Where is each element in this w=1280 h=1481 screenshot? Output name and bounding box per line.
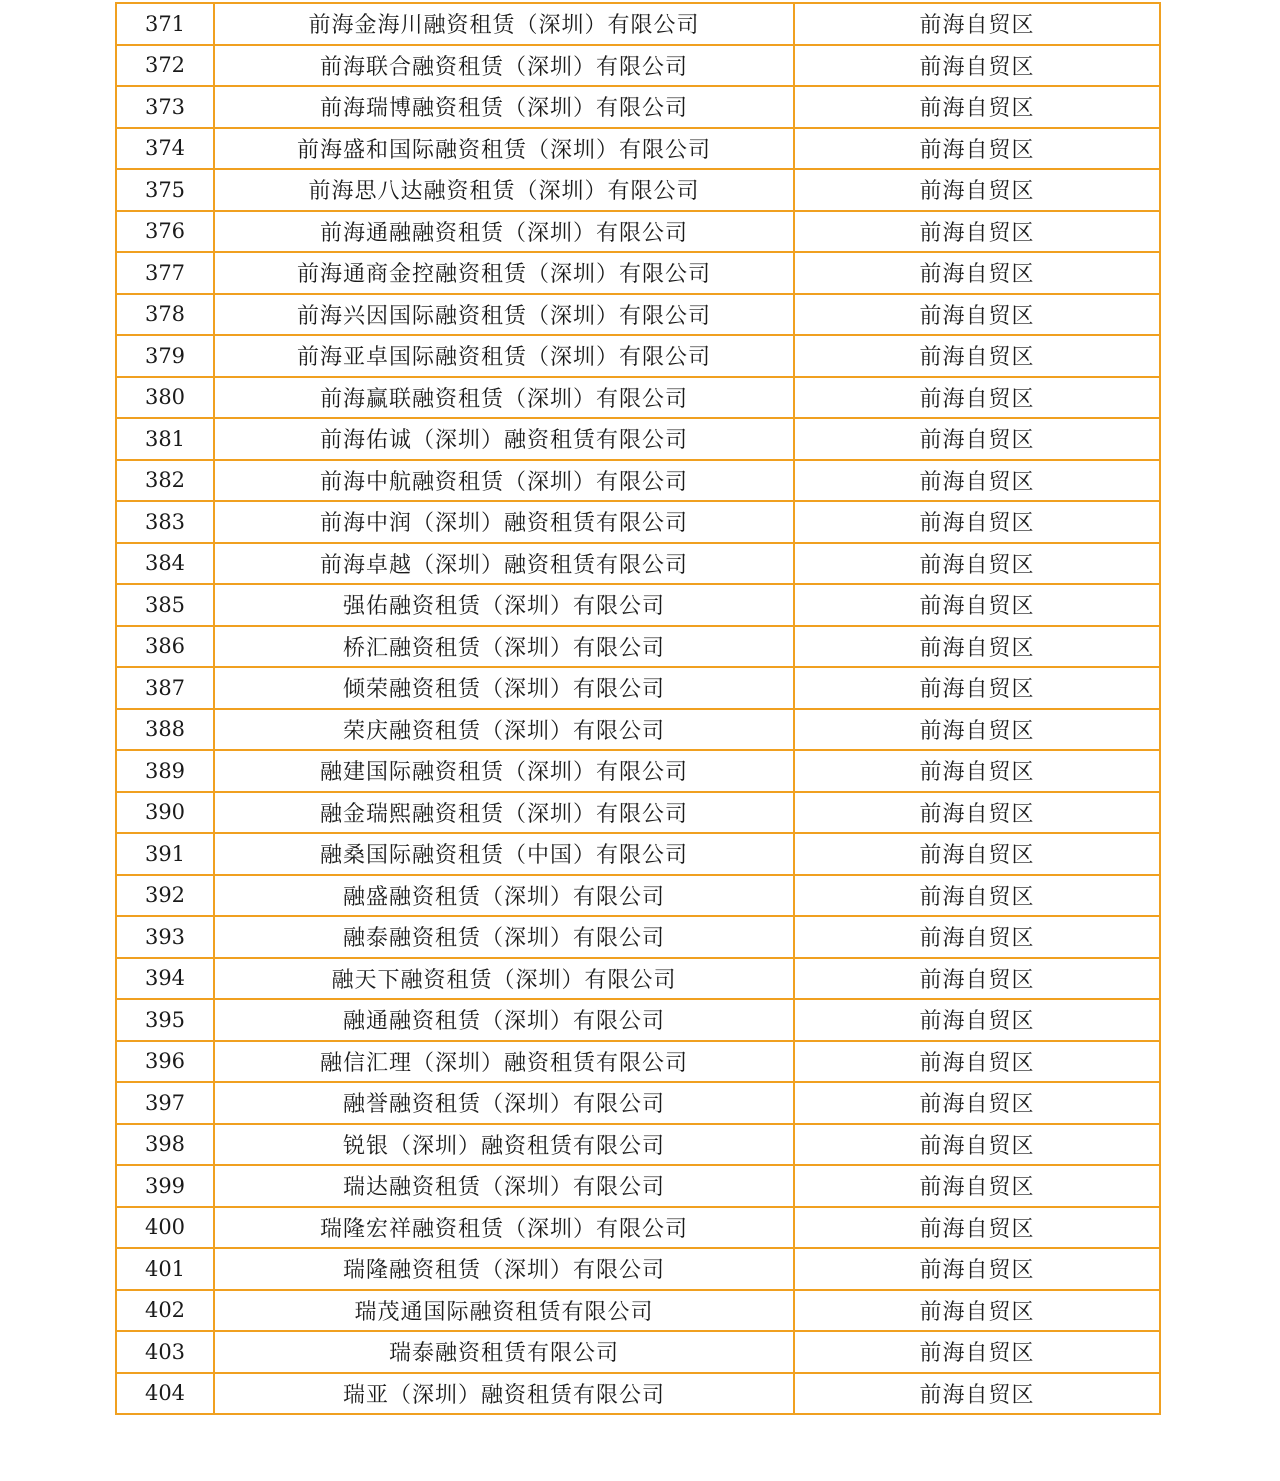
table-row (116, 792, 1160, 834)
zone-cell: 前海自贸区 (794, 916, 1160, 958)
table-row (116, 875, 1160, 917)
row-number-cell: 403 (116, 1331, 214, 1373)
table-row (116, 1373, 1160, 1415)
table-row (116, 252, 1160, 294)
row-number-cell: 389 (116, 750, 214, 792)
row-number-cell: 371 (116, 3, 214, 45)
table-row (116, 1290, 1160, 1332)
company-name-cell: 前海中航融资租赁（深圳）有限公司 (214, 460, 794, 502)
row-number-cell: 373 (116, 86, 214, 128)
zone-cell: 前海自贸区 (794, 626, 1160, 668)
table-row (116, 1165, 1160, 1207)
row-number-cell: 392 (116, 875, 214, 917)
table-row (116, 169, 1160, 211)
company-name-cell: 融通融资租赁（深圳）有限公司 (214, 999, 794, 1041)
company-name-cell: 融信汇理（深圳）融资租赁有限公司 (214, 1041, 794, 1083)
company-name-cell: 瑞泰融资租赁有限公司 (214, 1331, 794, 1373)
zone-cell: 前海自贸区 (794, 169, 1160, 211)
zone-cell: 前海自贸区 (794, 1041, 1160, 1083)
table-row (116, 750, 1160, 792)
zone-cell: 前海自贸区 (794, 667, 1160, 709)
zone-cell: 前海自贸区 (794, 418, 1160, 460)
company-name-cell: 倾荣融资租赁（深圳）有限公司 (214, 667, 794, 709)
row-number-cell: 376 (116, 211, 214, 253)
table-row (116, 667, 1160, 709)
row-number-cell: 386 (116, 626, 214, 668)
zone-cell: 前海自贸区 (794, 3, 1160, 45)
row-number-cell: 404 (116, 1373, 214, 1415)
row-number-cell: 388 (116, 709, 214, 751)
row-number-cell: 380 (116, 377, 214, 419)
company-name-cell: 融金瑞熙融资租赁（深圳）有限公司 (214, 792, 794, 834)
company-name-cell: 锐银（深圳）融资租赁有限公司 (214, 1124, 794, 1166)
table-row (116, 128, 1160, 170)
table-row (116, 86, 1160, 128)
company-name-cell: 前海中润（深圳）融资租赁有限公司 (214, 501, 794, 543)
row-number-cell: 400 (116, 1207, 214, 1249)
company-table-body (116, 3, 1160, 1414)
company-name-cell: 前海兴因国际融资租赁（深圳）有限公司 (214, 294, 794, 336)
table-row (116, 543, 1160, 585)
company-name-cell: 前海赢联融资租赁（深圳）有限公司 (214, 377, 794, 419)
company-name-cell: 瑞隆融资租赁（深圳）有限公司 (214, 1248, 794, 1290)
company-name-cell: 融誉融资租赁（深圳）有限公司 (214, 1082, 794, 1124)
zone-cell: 前海自贸区 (794, 335, 1160, 377)
company-name-cell: 瑞隆宏祥融资租赁（深圳）有限公司 (214, 1207, 794, 1249)
zone-cell: 前海自贸区 (794, 128, 1160, 170)
row-number-cell: 378 (116, 294, 214, 336)
company-name-cell: 前海金海川融资租赁（深圳）有限公司 (214, 3, 794, 45)
company-name-cell: 前海思八达融资租赁（深圳）有限公司 (214, 169, 794, 211)
row-number-cell: 375 (116, 169, 214, 211)
table-row (116, 709, 1160, 751)
table-row (116, 377, 1160, 419)
row-number-cell: 381 (116, 418, 214, 460)
zone-cell: 前海自贸区 (794, 1331, 1160, 1373)
row-number-cell: 387 (116, 667, 214, 709)
company-name-cell: 桥汇融资租赁（深圳）有限公司 (214, 626, 794, 668)
table-row (116, 916, 1160, 958)
row-number-cell: 399 (116, 1165, 214, 1207)
zone-cell: 前海自贸区 (794, 750, 1160, 792)
row-number-cell: 398 (116, 1124, 214, 1166)
company-name-cell: 融盛融资租赁（深圳）有限公司 (214, 875, 794, 917)
table-row (116, 1124, 1160, 1166)
company-name-cell: 前海联合融资租赁（深圳）有限公司 (214, 45, 794, 87)
company-name-cell: 融天下融资租赁（深圳）有限公司 (214, 958, 794, 1000)
zone-cell: 前海自贸区 (794, 1290, 1160, 1332)
table-row (116, 1082, 1160, 1124)
zone-cell: 前海自贸区 (794, 1248, 1160, 1290)
table-row (116, 833, 1160, 875)
zone-cell: 前海自贸区 (794, 1165, 1160, 1207)
zone-cell: 前海自贸区 (794, 543, 1160, 585)
zone-cell: 前海自贸区 (794, 958, 1160, 1000)
row-number-cell: 396 (116, 1041, 214, 1083)
company-name-cell: 瑞亚（深圳）融资租赁有限公司 (214, 1373, 794, 1415)
table-row (116, 1248, 1160, 1290)
company-name-cell: 瑞达融资租赁（深圳）有限公司 (214, 1165, 794, 1207)
zone-cell: 前海自贸区 (794, 460, 1160, 502)
zone-cell: 前海自贸区 (794, 252, 1160, 294)
table-row (116, 211, 1160, 253)
zone-cell: 前海自贸区 (794, 584, 1160, 626)
row-number-cell: 379 (116, 335, 214, 377)
zone-cell: 前海自贸区 (794, 875, 1160, 917)
table-row (116, 584, 1160, 626)
row-number-cell: 395 (116, 999, 214, 1041)
company-name-cell: 融泰融资租赁（深圳）有限公司 (214, 916, 794, 958)
table-row (116, 294, 1160, 336)
company-name-cell: 融建国际融资租赁（深圳）有限公司 (214, 750, 794, 792)
company-name-cell: 前海通融融资租赁（深圳）有限公司 (214, 211, 794, 253)
table-row (116, 958, 1160, 1000)
row-number-cell: 384 (116, 543, 214, 585)
zone-cell: 前海自贸区 (794, 45, 1160, 87)
company-name-cell: 前海瑞博融资租赁（深圳）有限公司 (214, 86, 794, 128)
row-number-cell: 391 (116, 833, 214, 875)
company-name-cell: 前海卓越（深圳）融资租赁有限公司 (214, 543, 794, 585)
row-number-cell: 397 (116, 1082, 214, 1124)
table-row (116, 1207, 1160, 1249)
table-row (116, 501, 1160, 543)
row-number-cell: 401 (116, 1248, 214, 1290)
zone-cell: 前海自贸区 (794, 1124, 1160, 1166)
table-row (116, 418, 1160, 460)
row-number-cell: 372 (116, 45, 214, 87)
company-name-cell: 前海盛和国际融资租赁（深圳）有限公司 (214, 128, 794, 170)
zone-cell: 前海自贸区 (794, 1373, 1160, 1415)
company-name-cell: 强佑融资租赁（深圳）有限公司 (214, 584, 794, 626)
row-number-cell: 390 (116, 792, 214, 834)
table-row (116, 45, 1160, 87)
zone-cell: 前海自贸区 (794, 1207, 1160, 1249)
table-row (116, 626, 1160, 668)
company-table (115, 2, 1161, 1415)
table-row (116, 1041, 1160, 1083)
company-table-container (115, 2, 1159, 1415)
row-number-cell: 402 (116, 1290, 214, 1332)
company-name-cell: 前海佑诚（深圳）融资租赁有限公司 (214, 418, 794, 460)
row-number-cell: 385 (116, 584, 214, 626)
company-name-cell: 前海通商金控融资租赁（深圳）有限公司 (214, 252, 794, 294)
row-number-cell: 382 (116, 460, 214, 502)
company-name-cell: 融桑国际融资租赁（中国）有限公司 (214, 833, 794, 875)
zone-cell: 前海自贸区 (794, 833, 1160, 875)
table-row (116, 1331, 1160, 1373)
zone-cell: 前海自贸区 (794, 377, 1160, 419)
table-row (116, 999, 1160, 1041)
company-name-cell: 前海亚卓国际融资租赁（深圳）有限公司 (214, 335, 794, 377)
row-number-cell: 377 (116, 252, 214, 294)
row-number-cell: 383 (116, 501, 214, 543)
zone-cell: 前海自贸区 (794, 709, 1160, 751)
row-number-cell: 393 (116, 916, 214, 958)
table-row (116, 460, 1160, 502)
zone-cell: 前海自贸区 (794, 792, 1160, 834)
table-row (116, 335, 1160, 377)
zone-cell: 前海自贸区 (794, 86, 1160, 128)
row-number-cell: 394 (116, 958, 214, 1000)
company-name-cell: 荣庆融资租赁（深圳）有限公司 (214, 709, 794, 751)
table-row (116, 3, 1160, 45)
zone-cell: 前海自贸区 (794, 1082, 1160, 1124)
zone-cell: 前海自贸区 (794, 211, 1160, 253)
zone-cell: 前海自贸区 (794, 999, 1160, 1041)
zone-cell: 前海自贸区 (794, 501, 1160, 543)
row-number-cell: 374 (116, 128, 214, 170)
company-name-cell: 瑞茂通国际融资租赁有限公司 (214, 1290, 794, 1332)
zone-cell: 前海自贸区 (794, 294, 1160, 336)
